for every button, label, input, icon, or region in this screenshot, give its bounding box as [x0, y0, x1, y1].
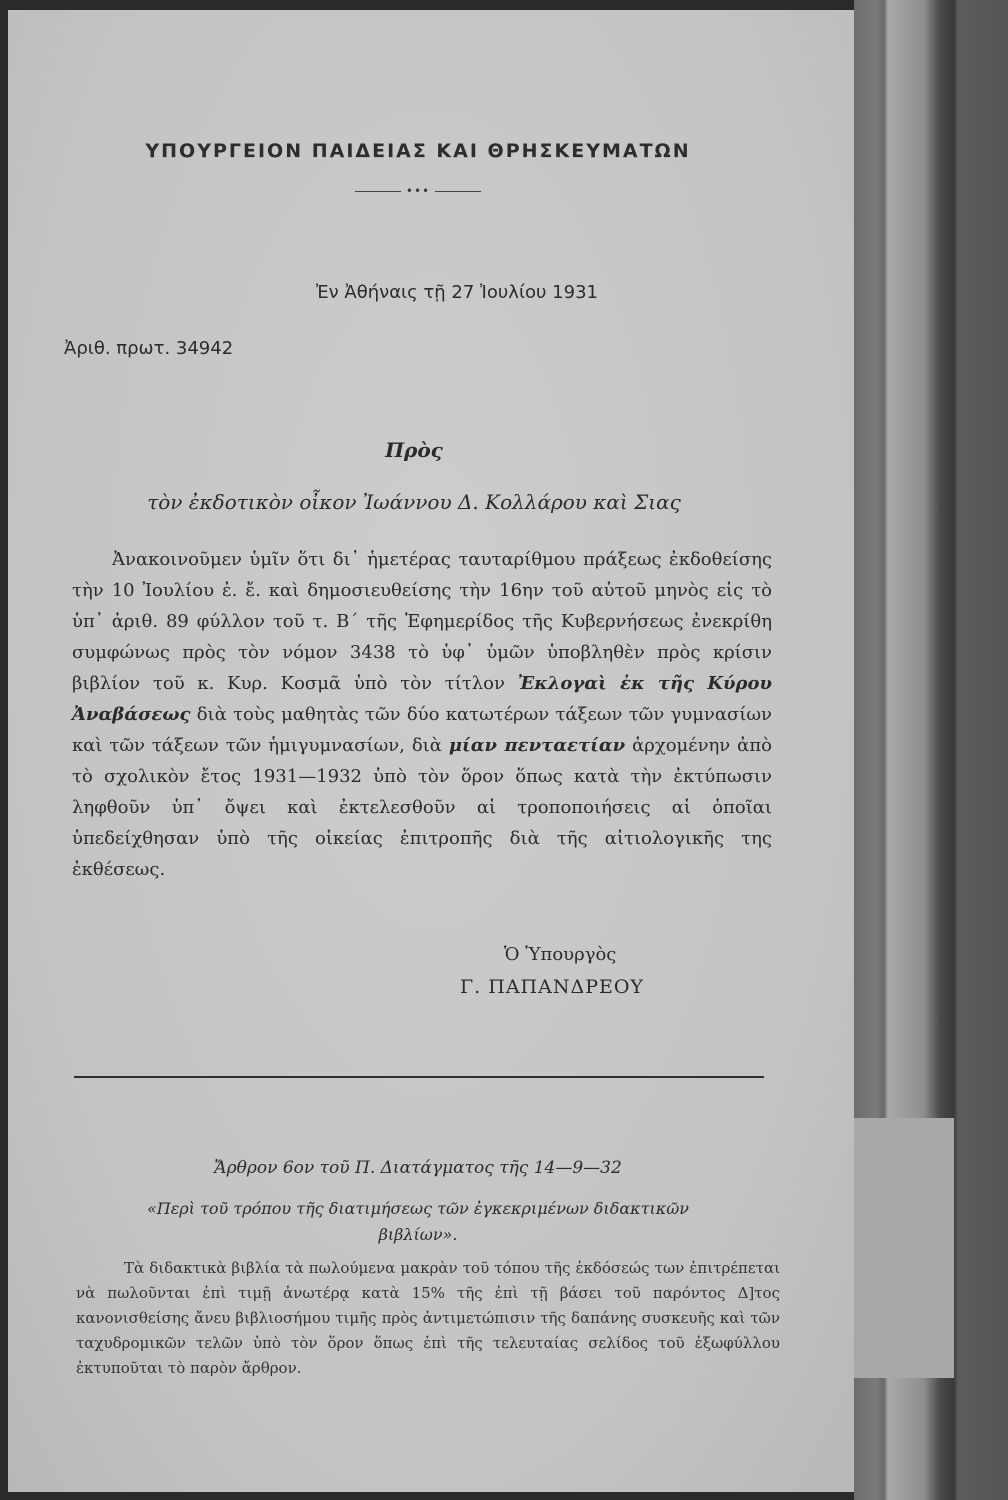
section-divider: [74, 1076, 764, 1078]
body-part-3: ἀρχομένην ἀπὸ τὸ σχολικὸν ἔτος 1931—1932 ὑπὸ τὸν ὅρον ὅπως κατὰ τὴν ἐκτύπωσιν ληφθοῦν ὑπ᾽ ὄψει καὶ ἐκτελεσθοῦν αἱ τροποποιήσεις αἱ ὁποῖαι ὑπεδείχθησαν ὑπὸ τῆς οἰκείας ἐπιτροπῆς διὰ τῆς αἰτιολογικῆς της ἐκθέσεως.: [72, 735, 772, 880]
protocol-number: Ἀριθ. πρωτ. 34942: [64, 338, 234, 359]
ministry-heading: ΥΠΟΥΡΓΕΙΟΝ ΠΑΙΔΕΙΑΣ ΚΑΙ ΘΡΗΣΚΕΥΜΑΤΩΝ: [145, 140, 691, 162]
body-part-1: Ἀνακοινοῦμεν ὑμῖν ὅτι δι᾽ ἡμετέρας ταυταρίθμου πράξεως ἐκδοθείσης τὴν 10 Ἰουλίου ἐ. ἔ. καὶ δημοσιευθείσης τὴν 16ην τοῦ αὐτοῦ μηνὸς εἰς τὸ ὑπ᾽ ἀριθ. 89 φύλλον τοῦ τ. Β΄ τῆς Ἐφημερίδος τῆς Κυβερνήσεως ἐνεκρίθη συμφώνως πρὸς τὸν νόμον 3438 τὸ ὑφ᾽ ὑμῶν ὑποβληθὲν πρὸς κρίσιν βιβλίον τοῦ κ. Κυρ. Κοσμᾶ ὑπὸ τὸν τίτλον: [72, 549, 772, 694]
ornament-rule-right: [435, 191, 481, 192]
signature-name: Γ. ΠΑΠΑΝΔΡΕΟΥ: [460, 976, 644, 998]
spine-label: [848, 1118, 954, 1378]
signature-role: Ὁ Ὑπουργὸς: [504, 944, 617, 965]
letter-body: [72, 544, 772, 885]
letter-date: Ἐν Ἀθήναις τῇ 27 Ἰουλίου 1931: [315, 282, 598, 303]
document-page: [8, 10, 854, 1492]
addressee: τὸν ἐκδοτικὸν οἶκον Ἰωάννου Δ. Κολλάρου καὶ Σιας: [147, 490, 681, 514]
ornament-rule-left: [355, 191, 401, 192]
book-title: Ἐκλογαὶ ἐκ τῆς Κύρου Ἀναβάσεως: [72, 673, 772, 725]
approval-period: μίαν πενταετίαν: [448, 735, 626, 756]
body-part-2: διὰ τοὺς μαθητὰς τῶν δύο κατωτέρων τάξεων τῶν γυμνασίων καὶ τῶν τάξεων τῶν ἡμιγυμνασίων, διὰ: [72, 704, 772, 756]
ornament-divider: [8, 184, 828, 198]
salutation: Πρὸς: [385, 438, 443, 462]
article-subtitle: «Περὶ τοῦ τρόπου τῆς διατιμήσεως τῶν ἐγκεκριμένων διδακτικῶν βιβλίων».: [146, 1199, 690, 1244]
article-text: Τὰ διδακτικὰ βιβλία τὰ πωλούμενα μακρὰν τοῦ τόπου τῆς ἐκδόσεώς των ἐπιτρέπεται νὰ πωλοῦνται ἐπὶ τιμῇ ἀνωτέρᾳ κατὰ 15% τῆς ἐπὶ τῇ βάσει τοῦ παρόντος Δ]τος κανονισθείσης ἄνευ βιβλιοσήμου τιμῆς πρὸς ἀντιμετώπισιν τῆς δαπάνης συσκευῆς καὶ τῶν ταχυδρομικῶν τελῶν ὑπὸ τὸν ὅρον ὅπως ἐπὶ τῆς τελευταίας σελίδος τοῦ ἐξωφύλλου ἐκτυποῦται τὸ παρὸν ἄρθρον.: [76, 1259, 780, 1377]
ornament-dots: •••: [405, 184, 431, 198]
article-reference: Ἄρθρον 6ον τοῦ Π. Διατάγματος τῆς 14—9—32: [214, 1158, 622, 1178]
